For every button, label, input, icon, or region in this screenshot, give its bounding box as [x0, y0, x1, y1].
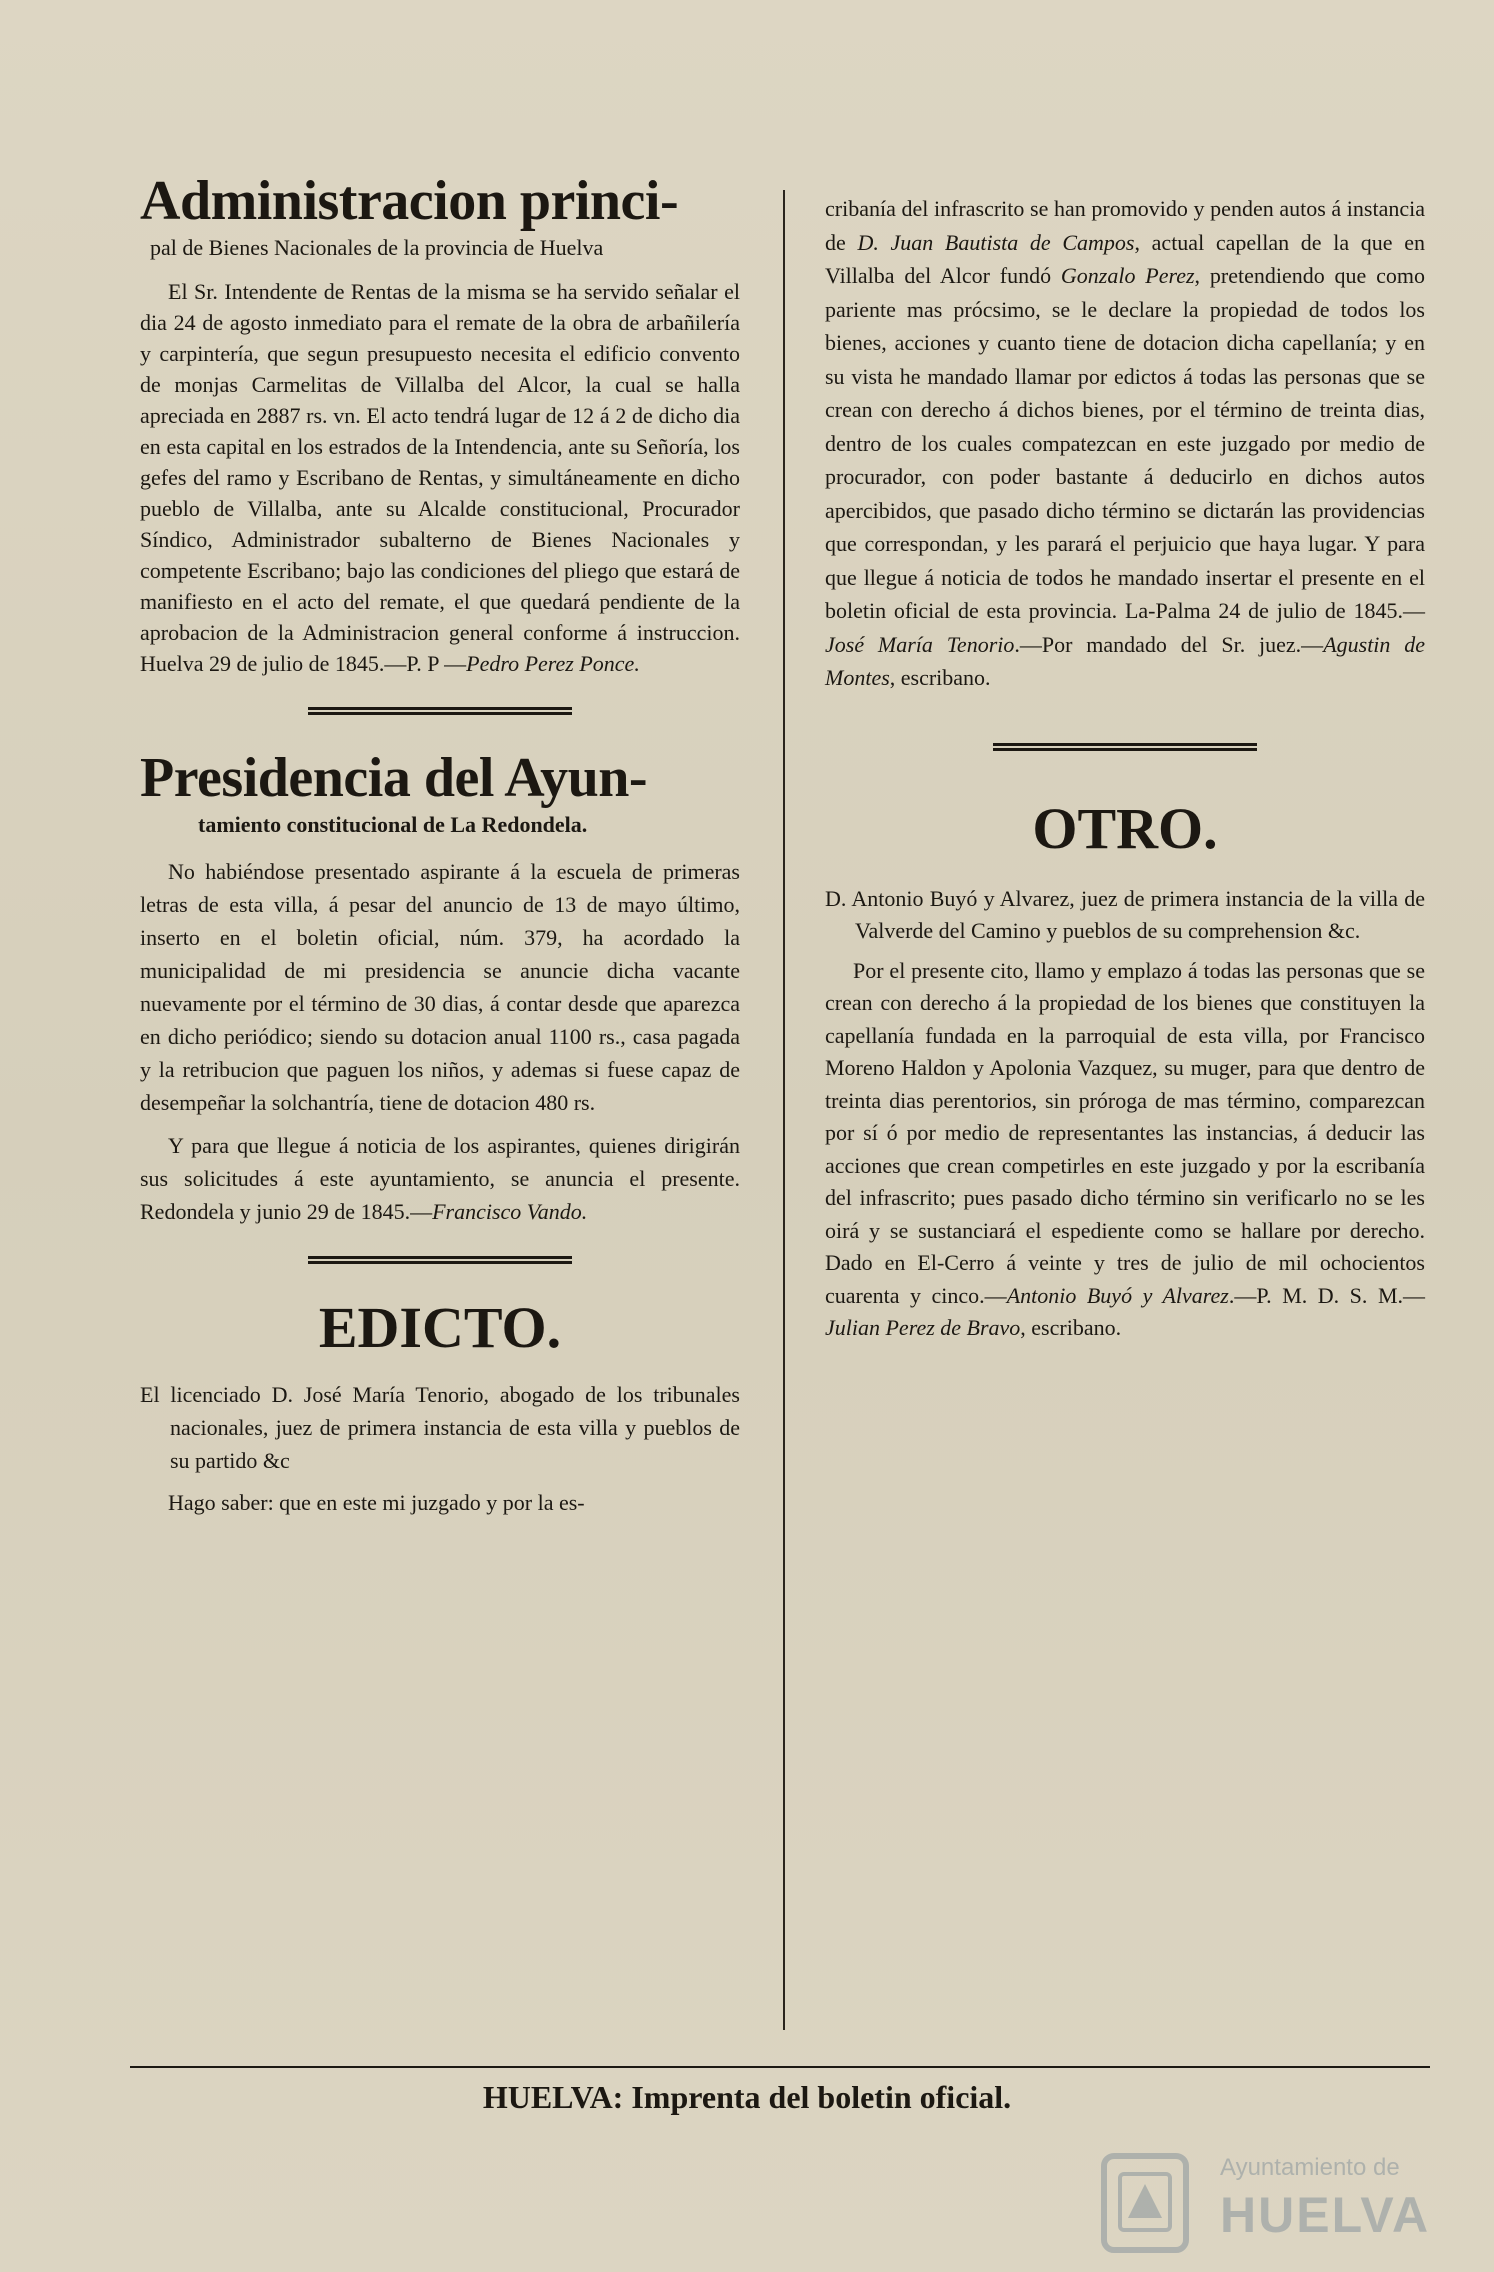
edicto-cont-text-a: cribanía del infrascrito se han promovido y penden autos á instancia de	[825, 196, 1425, 255]
section-divider	[993, 741, 1257, 753]
archive-watermark	[1090, 2148, 1431, 2258]
otro-notice-text-b: .—P. M. D. S. M.—	[1228, 1282, 1426, 1308]
presidencia-notice-para1: No habiéndose presentado aspirante á la escuela de primeras letras de esta villa, á pesar del anuncio de 13 de mayo último, inserto en el boletin oficial, núm. 379, ha acordado la municipalidad de mi presidencia se anuncie dicha vacante nuevamente por el término de 30 dias, á contar desde que aparezca en dicho periódico; siendo su dotacion anual 1100 rs., casa pagada y la retribucion que paguen los niños, y ademas si fuese capaz de desempeñar la solchantría, tiene de dotacion 480 rs.	[140, 859, 740, 1115]
right-column	[825, 192, 1425, 1345]
edicto-notice-intro: El licenciado D. José María Tenorio, abogado de los tribunales nacionales, juez de primera instancia de esta villa y pueblos de su partido &c	[140, 1382, 740, 1473]
edicto-cont-text-e: , escribano.	[889, 665, 991, 690]
imprint-footer: HUELVA: Imprenta del boletin oficial.	[482, 2079, 1012, 2115]
edicto-notice-body-start: Hago saber: que en este mi juzgado y por la es-	[168, 1490, 585, 1515]
section-divider	[308, 1254, 572, 1266]
admin-notice-body	[140, 276, 740, 679]
presidencia-notice-para2	[140, 1129, 740, 1228]
otro-notice-signature-b: Julian Perez de Bravo	[825, 1315, 1021, 1340]
otro-notice	[825, 797, 1425, 1345]
column-divider	[783, 190, 785, 2030]
admin-notice-signature: Pedro Perez Ponce.	[466, 651, 640, 676]
edicto-cont-text-b: , actual capellan de la que en Villalba del Alcor fundó	[825, 229, 1425, 288]
presidencia-notice-signature: Francisco Vando.	[432, 1199, 588, 1224]
otro-notice-intro: D. Antonio Buyó y Alvarez, juez de primera instancia de la villa de Valverde del Camino y pueblos de su comprehension &c.	[825, 885, 1425, 943]
presidencia-notice	[140, 747, 740, 1228]
otro-notice-title: OTRO.	[1032, 795, 1218, 861]
admin-notice-text: El Sr. Intendente de Rentas de la misma se ha servido señalar el dia 24 de agosto inmediato para el remate de la obra de arbañilería y carpintería, que segun presupuesto necesita el edificio convento de monjas Carmelitas de Villalba del Alcor, la cual se halla apreciada en 2887 rs. vn. El acto tendrá lugar de 12 á 2 de dicho dia en esta capital en los estrados de la Intendencia, ante su Señoría, los gefes del ramo y Escribano de Rentas, y simultáneamente en dicho pueblo de Villalba, ante su Alcalde constitucional, Procurador Síndico, Administrador subalterno de Bienes Nacionales y competente Escribano; bajo las condiciones del pliego que estará de manifiesto en el acto del remate, el que quedará pendiente de la aprobacion de la Administracion general conforme á instruccion. Huelva 29 de julio de 1845.—P. P —	[140, 279, 740, 676]
edicto-cont-name-a: D. Juan Bautista de Campos	[857, 229, 1135, 255]
edicto-cont-text-d: .—Por mandado del Sr. juez.—	[1014, 631, 1324, 657]
watermark-line1: Ayuntamiento de	[1220, 2154, 1400, 2181]
watermark-line2: HUELVA	[1220, 2187, 1431, 2243]
presidencia-notice-subtitle: tamiento constitucional de La Redondela.	[198, 812, 588, 837]
edicto-cont-signature-a: José María Tenorio	[825, 631, 1015, 657]
presidencia-notice-para2-text: Y para que llegue á noticia de los aspirantes, quienes dirigirán sus solicitudes á este ayuntamiento, se anuncia el presente. Redondela y junio 29 de 1845.—	[140, 1133, 740, 1224]
edicto-cont-signature-b: Agustin de Montes	[825, 631, 1425, 690]
presidencia-notice-title: Presidencia del Ayun-	[140, 747, 648, 809]
otro-notice-signature-a: Antonio Buyó y Alvarez	[1006, 1282, 1229, 1308]
admin-notice-title: Administracion princi-	[140, 170, 679, 232]
footer-rule	[130, 2066, 1430, 2068]
edicto-notice	[140, 1296, 740, 1518]
city-seal-icon	[1090, 2148, 1200, 2258]
admin-notice	[140, 170, 740, 679]
otro-notice-text: Por el presente cito, llamo y emplazo á todas las personas que se crean con derecho á la propiedad de los bienes que constituyen la capellanía fundada en la parroquial de esta villa, por Francisco Moreno Haldon y Apolonia Vazquez, su muger, para que dentro de treinta dias perentorios, sin próroga de mas término, comparezcan por sí ó por medio de representantes las instancias, á deducir las acciones que crean competirles en este juzgado y por la escribanía del infrascrito; pues pasado dicho término sin verificarlo no se les oirá y se sustanciará el espediente como se hallare por derecho. Dado en El-Cerro á veinte y tres de julio de mil ochocientos cuarenta y cinco.—	[825, 957, 1425, 1308]
otro-notice-body	[825, 955, 1425, 1345]
admin-notice-subtitle: pal de Bienes Nacionales de la provincia de Huelva	[150, 235, 604, 260]
section-divider	[308, 705, 572, 717]
edicto-cont-text-c: , pretendiendo que como pariente mas prócsimo, se le declare la propiedad de todos los bienes, acciones y cuanto tiene de dotacion dicha capellanía; y en su vista he mandado llamar por edictos á todas las personas que se crean con derecho á dichos bienes, por el término de treinta dias, dentro de los cuales compatezcan en este juzgado por medio de procurador, con poder bastante á deducirlo en dichos autos apercibidos, que pasado dicho término se dictarán las providencias que correspondan, y les parará el perjuicio que haya lugar. Y para que llegue á noticia de todos he mandado insertar el presente en el boletin oficial de esta provincia. La-Palma 24 de julio de 1845.—	[825, 263, 1425, 623]
edicto-notice-title: EDICTO.	[318, 1295, 562, 1360]
otro-notice-text-c: , escribano.	[1020, 1315, 1122, 1340]
edicto-continuation-body	[825, 192, 1425, 695]
edicto-cont-name-b: Gonzalo Perez	[1060, 263, 1195, 288]
left-column	[140, 170, 740, 1518]
edicto-continuation	[825, 192, 1425, 695]
